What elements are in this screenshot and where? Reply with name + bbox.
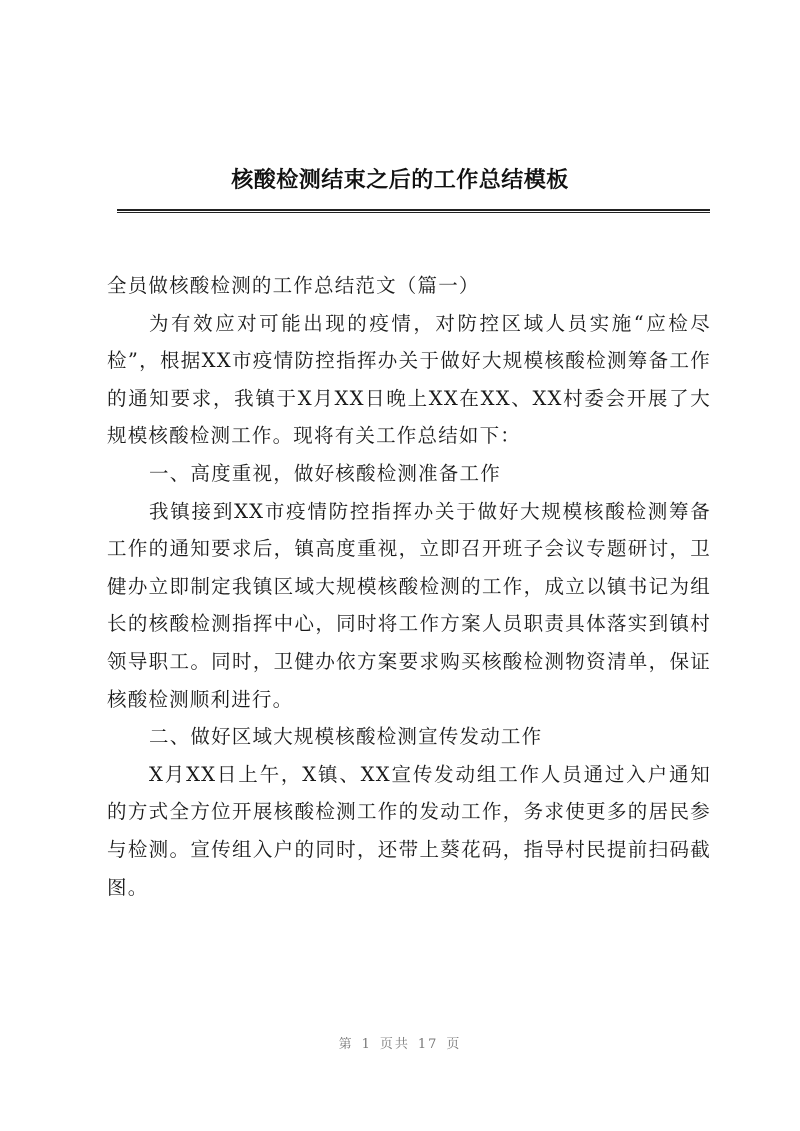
subsection-heading: 一、高度重视，做好核酸检测准备工作 [149,461,501,485]
document-title: 核酸检测结束之后的工作总结模板 [231,168,569,193]
footer-middle: 页共 [379,1037,410,1052]
section-heading: 全员做核酸检测的工作总结范文（篇一） [107,274,480,297]
body-paragraph: 我镇接到XX市疫情防控指挥办关于做好大规模核酸检测筹备工作的通知要求后，镇高度重视，立即召开班子会议专题研讨，卫健办立即制定我镇区域大规模核酸检测的工作，成立以镇书记为组长的核酸检测指挥中心，同时将工作方案人员职责具体落实到镇村领导职工。同时，卫健办依方案要求购买核酸检测物资清单，保证核酸检测顺利进行。 [107,499,711,711]
subsection-heading: 二、做好区域大规模核酸检测宣传发动工作 [149,725,543,749]
body-paragraph: 为有效应对可能出现的疫情，对防控区域人员实施“应检尽检”，根据XX市疫情防控指挥办关于做好大规模核酸检测筹备工作的通知要求，我镇于X月XX日晚上XX在XX、XX村委会开展了大规模核酸检测工作。现将有关工作总结如下： [107,311,711,448]
title-underline [117,209,710,213]
document-body [107,267,711,906]
page-number-footer [0,1033,800,1052]
body-paragraph: X月XX日上午，X镇、XX宣传发动组工作人员通过入户通知的方式全方位开展核酸检测工作的发动工作，务求使更多的居民参与检测。宣传组入户的同时，还带上葵花码，指导村民提前扫码截图。 [107,762,711,899]
footer-total-pages: 17 [417,1037,439,1052]
footer-page-number: 1 [361,1037,372,1052]
footer-suffix: 页 [446,1037,462,1052]
footer-prefix: 第 [338,1037,354,1052]
